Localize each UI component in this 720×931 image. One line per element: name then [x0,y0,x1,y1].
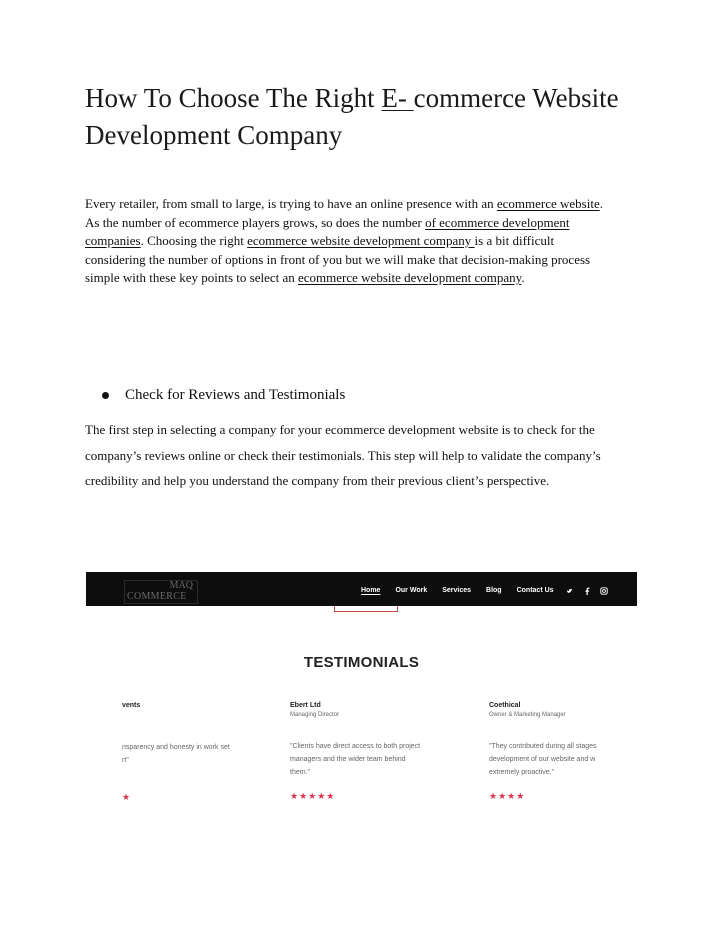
testimonial-quote [122,741,230,780]
title-text-end: commerce Website Development Company [85,83,619,150]
nav-our-work[interactable]: Our Work [395,587,428,594]
ecommerce-website-development-company-link[interactable]: ecommerce website development company [298,270,522,285]
testimonials-heading: TESTIMONIALS [303,654,420,671]
testimonial-card [489,702,597,802]
title-link[interactable]: E- [381,83,414,113]
intro-text-1: Every retailer, from small to large, is trying to have an online presence with an [85,196,497,211]
instagram-icon[interactable] [600,587,608,597]
testimonial-role: Managing Director [290,712,340,718]
star-rating: ★ [122,792,132,802]
social-links [566,587,608,597]
quote-line-1: nsparency and honesty in work set [122,744,230,751]
nav-home[interactable]: Home [361,587,381,594]
testimonial-card [290,702,420,802]
testimonial-name: Ebert Ltd [290,702,321,709]
testimonial-card [122,702,230,802]
title-text-start: How To Choose The Right [85,83,382,113]
testimonial-role [122,712,230,719]
ecommerce-website-link[interactable]: ecommerce website [496,196,600,211]
logo-line-2: COMMERCE [127,591,187,602]
page-title [85,80,645,154]
testimonial-role: Owner & Marketing Manager [489,712,566,718]
twitter-icon[interactable] [566,587,574,597]
testimonials-screenshot [86,572,637,802]
facebook-icon[interactable] [583,587,591,597]
site-logo[interactable] [124,580,198,604]
ecommerce-development-companies-link[interactable]: of ecommerce development companies [85,214,570,248]
quote-line-3: them." [290,769,310,776]
section-bullet [102,385,345,405]
development-company-link[interactable]: ecommerce website development company [247,233,475,248]
quote-line-2: development of our website and w [489,756,596,763]
nav-blog[interactable]: Blog [486,587,502,594]
intro-text-5: . [521,270,525,285]
bullet-heading: Check for Reviews and Testimonials [125,387,346,403]
intro-text-3: . Choosing the right [140,233,248,248]
nav-contact-us[interactable]: Contact Us [516,587,554,594]
bullet-dot-icon [102,392,109,399]
nav-services[interactable]: Services [442,587,472,594]
step-paragraph: The first step in selecting a company for your ecommerce development website is to check for the company’s reviews online or check their testimonials. This step will help to validate the company’s credibility and help you understand the company from their previous client’s perspective. [85,422,601,488]
testimonial-quote [290,740,420,779]
nav-links [361,587,569,594]
active-tab-indicator [334,606,398,612]
quote-line-3 [122,767,230,780]
quote-line-1: "They contributed during all stages [489,743,597,750]
quote-line-2: rt" [122,757,129,764]
logo-line-1: MAQ [169,580,193,591]
testimonial-name: Coethical [489,702,521,709]
intro-text-4: is a bit difficult considering the number of options in front of you but we will make that decision-making process simple with these key points to select an [85,233,591,285]
testimonial-name: vents [122,702,141,709]
quote-line-2: managers and the wider team behind [290,756,406,763]
star-rating: ★★★★★ [290,791,336,801]
star-rating: ★★★★ [489,791,526,801]
quote-line-1: "Clients have direct access to both project [290,743,421,750]
testimonial-quote [489,740,597,779]
quote-line-3: extremely proactive." [489,769,555,776]
intro-paragraph [85,195,615,288]
intro-text-2: . As the number of ecommerce players grows, so does the number [85,196,603,230]
site-navbar [86,572,637,606]
